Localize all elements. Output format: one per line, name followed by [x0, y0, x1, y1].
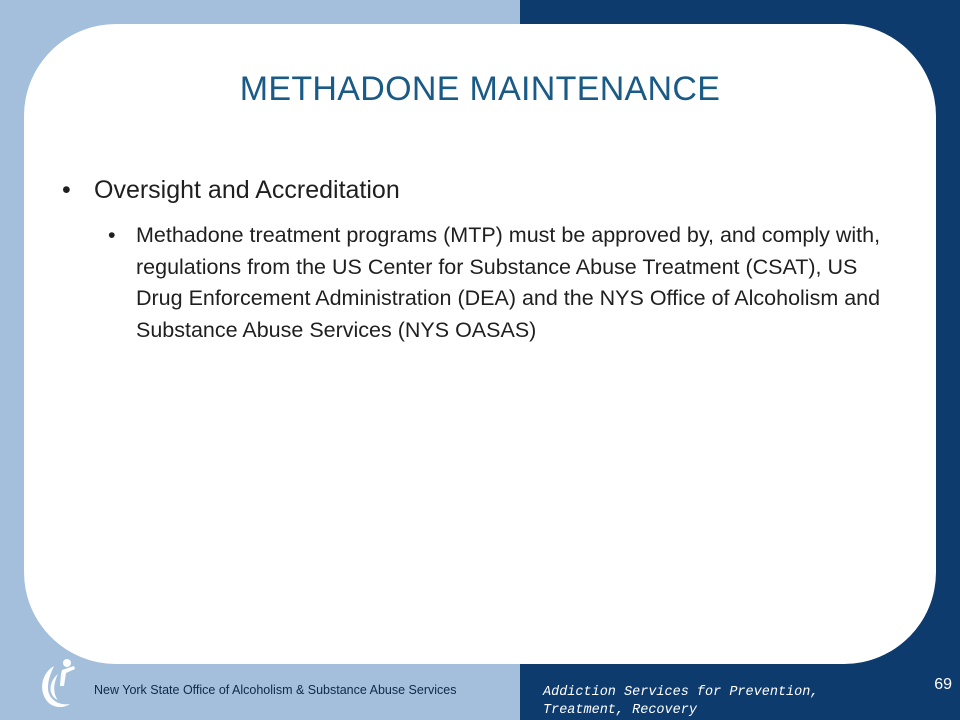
bullet-text: Oversight and Accreditation	[94, 176, 400, 204]
sub-bullet-dot: •	[108, 223, 116, 247]
oasas-figure-logo-icon	[34, 654, 80, 712]
page-number: 69	[934, 676, 952, 693]
footer-organization: New York State Office of Alcoholism & Substance Abuse Services	[94, 683, 457, 697]
bullet-dot: •	[62, 176, 71, 204]
footer-tagline-line-2: Treatment, Recovery	[543, 703, 697, 718]
footer-tagline	[543, 684, 903, 720]
footer-tagline-line-1: Addiction Services for Prevention,	[543, 685, 819, 700]
sub-bullet-text: Methadone treatment programs (MTP) must be approved by, and comply with, regulations from the US Center for Substance Abuse Treatment (CSAT), US Drug Enforcement Administration (DEA) and the NYS Office of Alcoholism and Substance Abuse Services (NYS OASAS)	[136, 223, 881, 342]
slide-title: METHADONE MAINTENANCE	[239, 70, 721, 108]
